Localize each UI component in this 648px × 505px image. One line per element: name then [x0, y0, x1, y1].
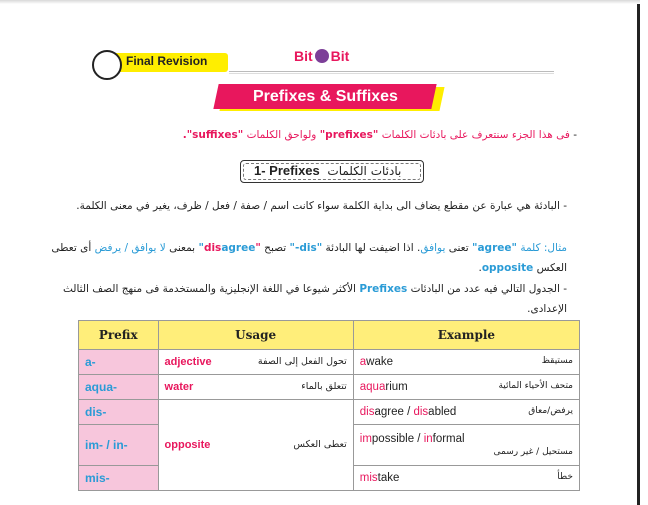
example-rest: wake [366, 356, 394, 368]
usage-en: water [164, 381, 194, 393]
example-opposite: opposite [481, 262, 534, 274]
example-word [360, 433, 573, 445]
page-shadow [0, 0, 640, 4]
section-heading [254, 163, 401, 178]
page-title: Prefixes & Suffixes [252, 88, 398, 105]
prefix-cell: im- / in- [79, 425, 159, 466]
example-translation: مستحيل / غير رسمى [493, 447, 573, 457]
example-paragraph [47, 238, 567, 278]
example-disagree-rest: agree" [198, 242, 256, 254]
example-meanings: لا يوافق / يرفض [94, 242, 166, 254]
example-word [360, 356, 393, 368]
example-label: مثال: كلمة [520, 242, 567, 254]
table-intro-text-1: - الجدول التالي فيه عدد من البادئات [410, 283, 567, 295]
example-rest: agree / [374, 406, 414, 418]
example-cell [353, 400, 579, 425]
prefix-cell: mis- [79, 466, 159, 491]
example-word [360, 406, 457, 418]
example-translation: مستيقظ [541, 356, 573, 366]
example-rest-2: formal [432, 433, 465, 445]
table-row [79, 400, 580, 425]
badge-circle [92, 50, 122, 80]
example-prefix: mis [359, 472, 378, 484]
example-disagree-prefix: "dis [203, 242, 261, 254]
header-usage: Usage [158, 321, 353, 350]
header-rule-secondary [229, 73, 554, 74]
usage-ar: تحول الفعل إلى الصفة [257, 356, 347, 367]
logo-right: Bit [330, 48, 350, 64]
example-text-6: . [478, 262, 482, 274]
example-rest: rium [385, 381, 408, 393]
example-cell [353, 425, 579, 466]
section-title: 1- Prefixes [254, 163, 320, 178]
example-translation: خطأ [557, 472, 573, 482]
example-word [360, 472, 400, 484]
example-text-1: تعنى [448, 242, 469, 254]
table-header-row [79, 321, 580, 350]
example-prefix: dis [359, 406, 375, 418]
example-prefix: im [359, 433, 372, 445]
example-rest: take [377, 472, 400, 484]
title-banner [213, 84, 436, 109]
example-cell [353, 466, 579, 491]
example-agree: "agree" [471, 242, 517, 254]
usage-cell-opposite [158, 400, 353, 491]
header-prefix: Prefix [79, 321, 159, 350]
usage-ar: تعطى العكس [293, 439, 347, 450]
example-text-3: تصبح [264, 242, 287, 254]
intro-line [57, 129, 577, 141]
example-translation: متحف الأحياء المائية [498, 381, 573, 391]
example-disagree [198, 242, 260, 254]
example-agree-ar: يوافق [420, 242, 446, 254]
intro-dash: - [573, 129, 577, 141]
header-example: Example [353, 321, 579, 350]
intro-text-before: فى هذا الجزء سنتعرف على بادئات الكلمات [381, 129, 570, 141]
example-text-2: . اذا اضيفت لها البادئة [325, 242, 421, 254]
intro-text-middle: ولواحق الكلمات [246, 129, 317, 141]
table-row [79, 350, 580, 375]
bitbit-logo [294, 48, 349, 64]
prefix-cell: aqua- [79, 375, 159, 400]
prefix-cell: a- [79, 350, 159, 375]
example-dis: "dis-" [289, 242, 323, 254]
usage-cell [158, 350, 353, 375]
section-arabic: بادئات الكلمات [327, 164, 402, 178]
intro-term-suffixes: "suffixes". [182, 129, 244, 141]
example-word [360, 381, 408, 393]
table-intro-term: Prefixes [359, 283, 408, 295]
prefix-table [78, 320, 580, 491]
usage-cell [158, 375, 353, 400]
table-intro-paragraph [47, 279, 567, 319]
example-cell [353, 350, 579, 375]
usage-ar: تتعلق بالماء [301, 381, 347, 392]
table-intro-text-2: الأكثر شيوعا في اللغة الإنجليزية والمستخدمة فى منهج الصف الثالث الإعدادى. [62, 283, 567, 315]
example-cell [353, 375, 579, 400]
prefix-cell: dis- [79, 400, 159, 425]
example-prefix: a [359, 356, 367, 368]
example-translation: يرفض/معاق [528, 406, 573, 416]
intro-term-prefixes: "prefixes" [319, 129, 379, 141]
usage-en: adjective [164, 356, 212, 368]
example-text-5: أى تعطى العكس [51, 242, 567, 274]
example-prefix-2: in [423, 433, 433, 445]
example-prefix: aqua [359, 381, 386, 393]
usage-en: opposite [164, 439, 211, 451]
logo-left: Bit [294, 48, 313, 64]
example-rest-2: abled [428, 406, 457, 418]
example-rest: possible / [371, 433, 424, 445]
example-text-4: بمعنى [169, 242, 196, 254]
logo-mark-icon [315, 49, 329, 63]
definition-paragraph: - البادئة هي عبارة عن مقطع يضاف الى بداية الكلمة سواء كانت اسم / صفة / فعل / ظرف، يغير في معنى الكلمة. [76, 200, 567, 212]
example-prefix-2: dis [413, 406, 429, 418]
header-rule [229, 71, 554, 72]
table-row [79, 375, 580, 400]
final-revision-label: Final Revision [126, 54, 208, 68]
